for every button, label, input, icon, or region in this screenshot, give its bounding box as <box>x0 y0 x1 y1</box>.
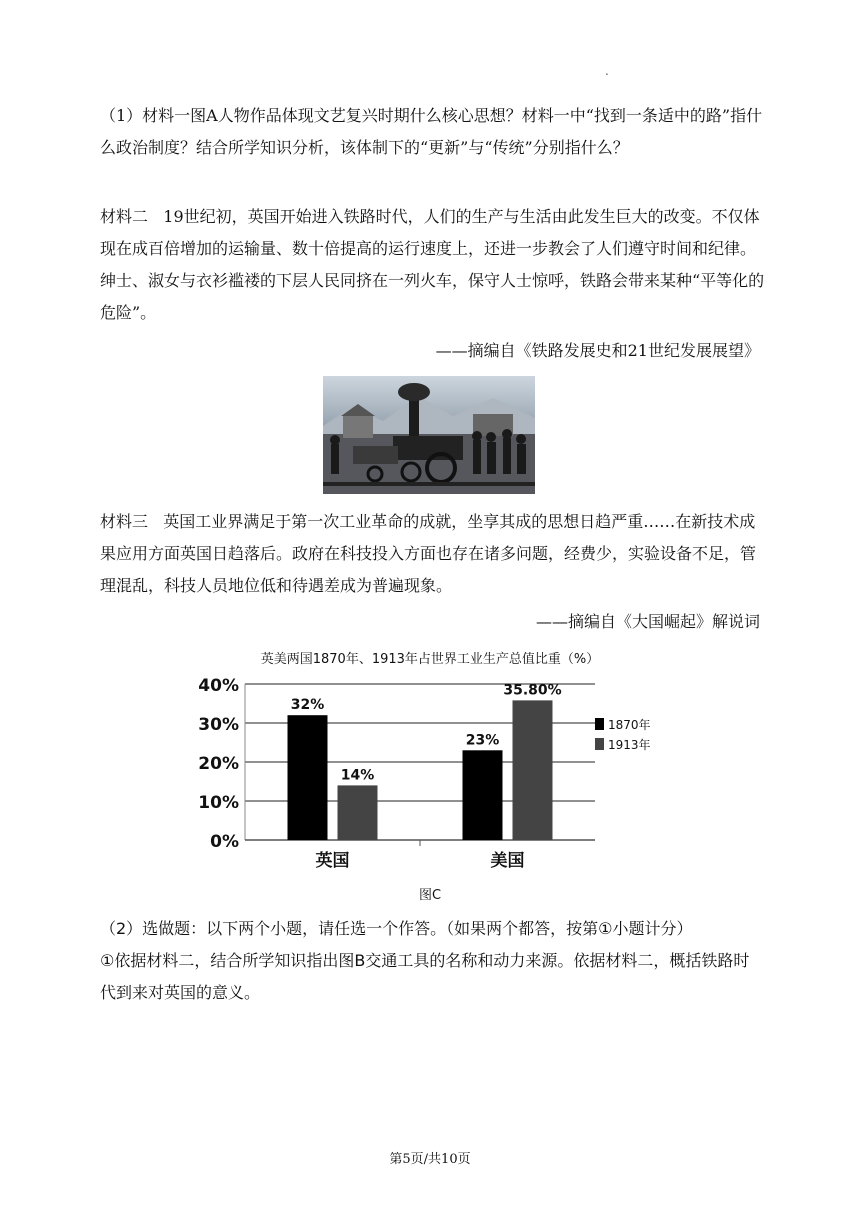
chart-title: 英美两国1870年、1913年占世界工业生产总值比重（%） <box>260 652 600 667</box>
legend-swatch <box>595 718 604 730</box>
bar-0-0 <box>288 715 328 840</box>
material-2-label: 材料二 <box>100 207 149 226</box>
data-label: 23% <box>465 732 500 749</box>
x-tick-label: 美国 <box>490 851 525 871</box>
page-footer: 第5页/共10页 <box>389 1152 471 1167</box>
data-label: 32% <box>290 697 325 714</box>
material-3-label: 材料三 <box>100 512 149 531</box>
material-2 <box>100 201 765 329</box>
legend-swatch <box>595 738 604 750</box>
bar-1-0 <box>463 750 503 840</box>
data-label: 14% <box>340 767 375 784</box>
bar-0-1 <box>338 785 378 840</box>
steam-locomotive-illustration <box>323 376 535 494</box>
data-label: 35.80% <box>503 682 562 699</box>
y-tick-label: 30% <box>198 715 239 735</box>
bar-1-1 <box>513 700 553 840</box>
legend-label: 1870年 <box>608 718 651 732</box>
material-3-text: 英国工业界满足于第一次工业革命的成就，坐享其成的思想日趋严重……在新技术成果应用方面英国日趋落后。政府在科技投入方面也存在诸多问题，经费少，实验设备不足，管理混乱，科技人员地位低和待遇差成为普遍现象。 <box>100 512 757 595</box>
y-tick-label: 40% <box>198 676 239 696</box>
y-tick-label: 20% <box>198 754 239 774</box>
legend-label: 1913年 <box>608 738 651 752</box>
figure-caption: 图C <box>418 888 442 903</box>
material-3-source: ——摘编自《大国崛起》解说词 <box>535 612 760 631</box>
y-tick-label: 0% <box>210 832 239 852</box>
bar-chart <box>190 668 670 878</box>
top-mark: . <box>605 64 609 78</box>
question-2-heading: （2）选做题：以下两个小题，请任选一个作答。（如果两个都答，按第①小题计分） <box>100 919 693 938</box>
question-2-item-1: ①依据材料二，结合所学知识指出图B交通工具的名称和动力来源。依据材料二，概括铁路时代到来对英国的意义。 <box>100 951 750 1002</box>
y-tick-label: 10% <box>198 793 239 813</box>
x-tick-label: 英国 <box>315 851 350 871</box>
material-2-source: ——摘编自《铁路发展史和21世纪发展展望》 <box>435 341 760 360</box>
material-3 <box>100 506 765 602</box>
question-1: （1）材料一图A人物作品体现文艺复兴时期什么核心思想？材料一中“找到一条适中的路”指什么政治制度？结合所学知识分析，该体制下的“更新”与“传统”分别指什么？ <box>100 106 763 157</box>
material-2-text: 19世纪初，英国开始进入铁路时代，人们的生产与生活由此发生巨大的改变。不仅体现在成百倍增加的运输量、数十倍提高的运行速度上，还进一步教会了人们遵守时间和纪律。绅士、淑女与衣衫褴褛的下层人民同挤在一列火车，保守人士惊呼，铁路会带来某种“平等化的危险”。 <box>100 207 765 322</box>
